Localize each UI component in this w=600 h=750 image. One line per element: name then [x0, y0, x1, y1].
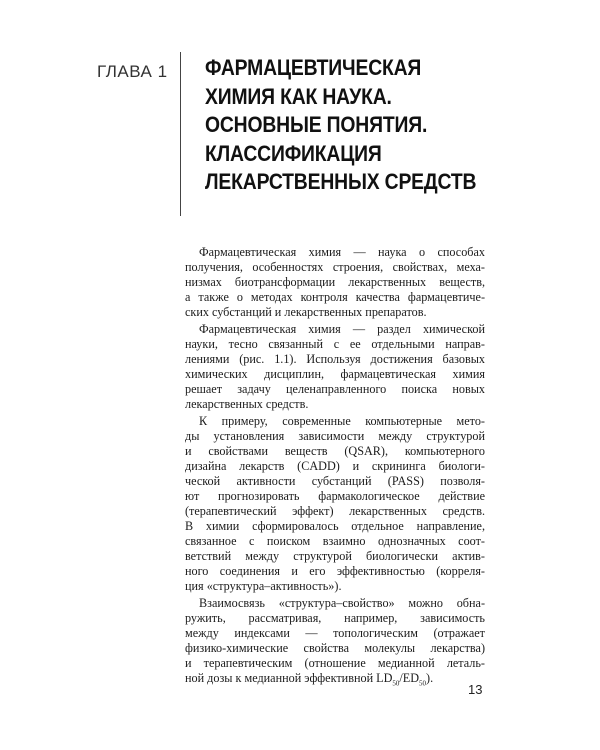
- text-line: дизайна лекарств (CADD) и скрининга биологи-: [185, 459, 485, 473]
- page-number: 13: [468, 682, 483, 697]
- text-line: низмах биотрансформации лекарственных веществ,: [185, 275, 485, 289]
- chapter-title-line: ХИМИЯ КАК НАУКА.: [205, 83, 392, 109]
- paragraph-definition: [185, 245, 485, 320]
- text-line: ских субстанций и лекарственных препаратов.: [185, 305, 427, 319]
- chapter-title-line: ФАРМАЦЕВТИЧЕСКАЯ: [205, 55, 422, 80]
- text-line: Фармацевтическая химия — наука о способах: [199, 245, 485, 259]
- chapter-title-line: КЛАССИФИКАЦИЯ: [205, 140, 382, 166]
- text-line: решает задачу целенаправленного поиска новых: [185, 382, 485, 396]
- text-line: Взаимосвязь «структура–свойство» можно обна-: [199, 596, 485, 610]
- text-line: физико-химические свойства молекулы лекарства): [185, 641, 485, 655]
- text-line: между индексами — топологическим (отражает: [185, 626, 485, 640]
- text-fragment: ной дозы к медианной эффективной LD: [185, 671, 393, 685]
- text-line: химических дисциплин, фармацевтическая химия: [185, 367, 485, 381]
- text-line-formula: [185, 671, 485, 686]
- chapter-label: ГЛАВА 1: [97, 62, 168, 81]
- text-line: и свойствами веществ (QSAR), компьютерного: [185, 444, 485, 458]
- text-line: ного соединения и его эффективностью (корреля-: [185, 564, 485, 578]
- subscript: 50: [392, 679, 400, 688]
- text-line: ветствий между структурой биологически актив-: [185, 549, 485, 563]
- chapter-title-line: ОСНОВНЫЕ ПОНЯТИЯ.: [205, 112, 428, 138]
- text-fragment: ).: [426, 671, 434, 685]
- text-fragment: /ED: [399, 671, 420, 685]
- text-line: (терапевтический эффект) лекарственных средств.: [185, 504, 485, 518]
- paragraph-methods: [185, 414, 485, 594]
- text-line: получения, особенностях строения, свойствах, меха-: [185, 260, 485, 274]
- text-line: а также о методах контроля качества фармацевтиче-: [185, 290, 485, 304]
- text-line: лекарственных средств.: [185, 397, 309, 411]
- text-line: ружить, рассматривая, например, зависимость: [185, 611, 485, 625]
- text-line: ческой активности субстанций (PASS) позволя-: [185, 474, 485, 488]
- text-line: В химии сформировалось отдельное направление,: [185, 519, 485, 533]
- paragraph-structure-property: [185, 596, 485, 686]
- chapter-title-line: ЛЕКАРСТВЕННЫХ СРЕДСТВ: [205, 169, 477, 195]
- text-line: К примеру, современные компьютерные мето-: [199, 414, 485, 428]
- body-text: [185, 245, 485, 688]
- text-line: лениями (рис. 1.1). Используя достижения базовых: [185, 352, 485, 366]
- text-line: и терапевтическим (отношение медианной леталь-: [185, 656, 485, 670]
- text-line: ция «структура–активность»).: [185, 579, 342, 593]
- subscript: 50: [419, 679, 427, 688]
- text-line: науки, тесно связанный с ее отдельными направ-: [185, 337, 485, 351]
- text-line: ды установления зависимости между структурой: [185, 429, 485, 443]
- text-line: Фармацевтическая химия — раздел химической: [199, 322, 485, 336]
- chapter-title: [205, 54, 489, 197]
- text-line: связанное с поиском взаимно однозначных соот-: [185, 534, 485, 548]
- paragraph-scope: [185, 322, 485, 412]
- chapter-divider: [180, 52, 181, 216]
- text-line: ют прогнозировать фармакологическое действие: [185, 489, 485, 503]
